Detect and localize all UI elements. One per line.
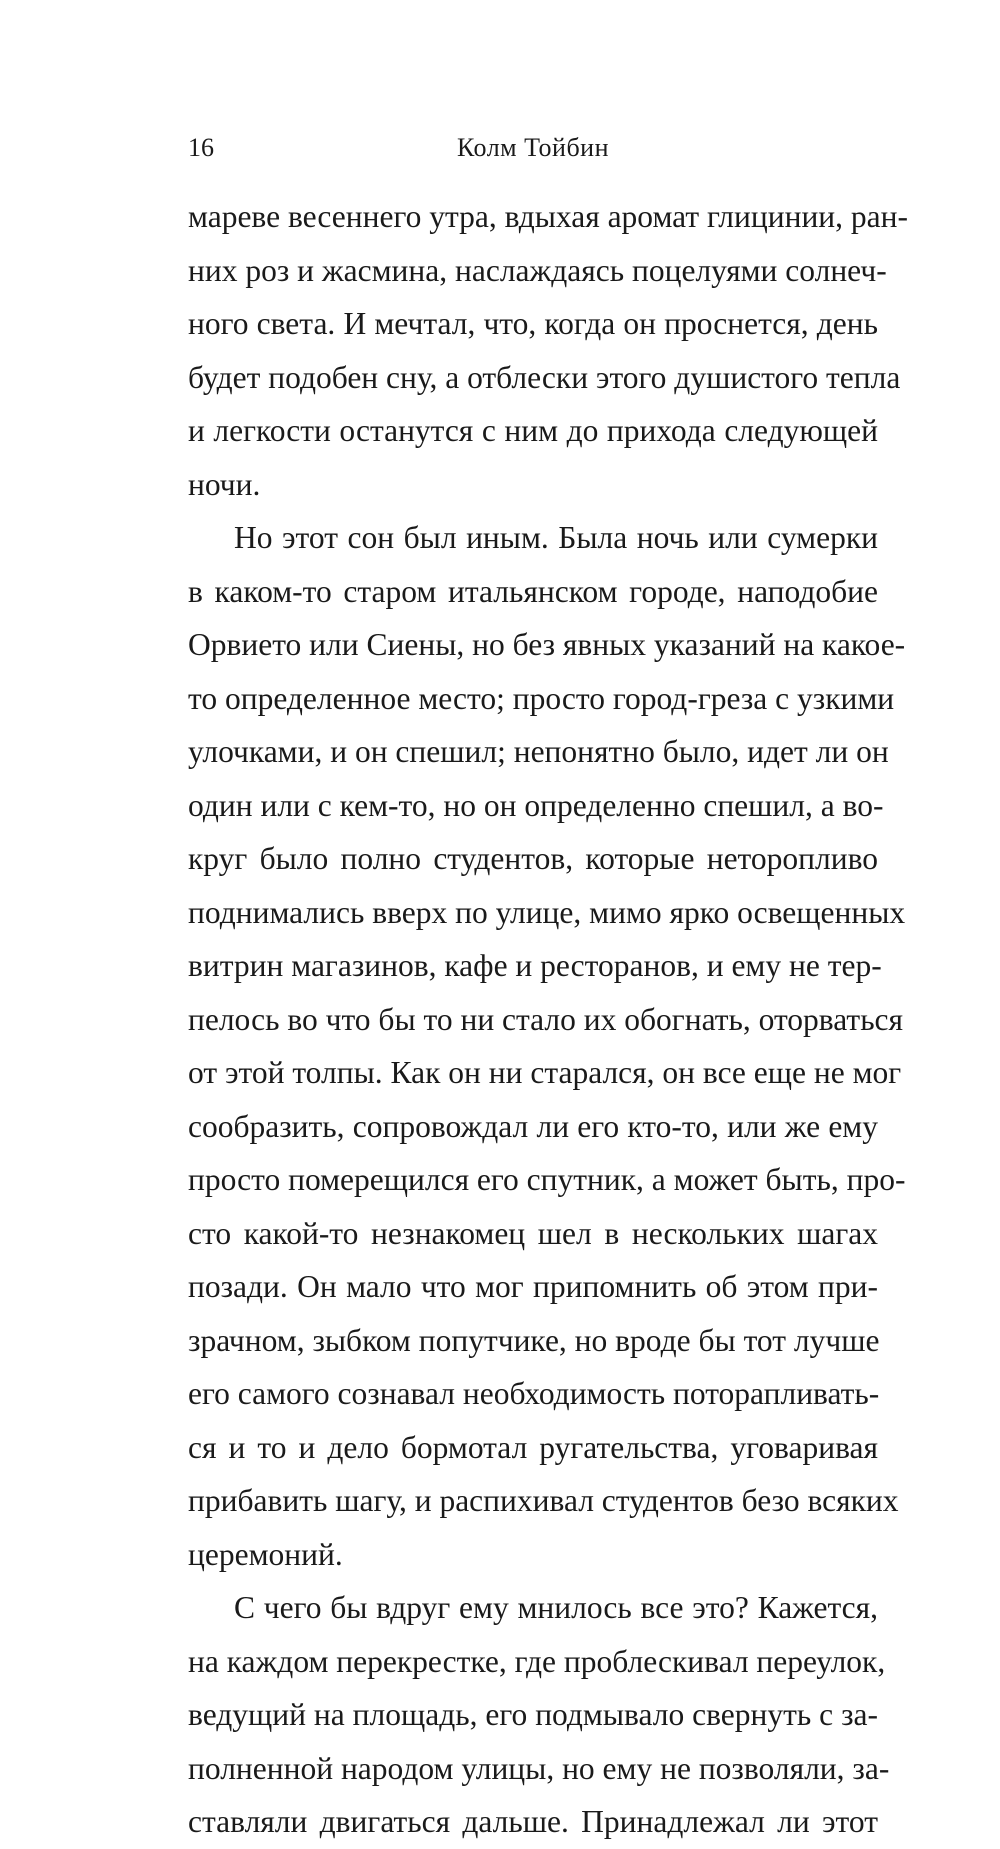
text-line: на каждом перекрестке, где проблескивал переулок, xyxy=(188,1643,886,1679)
text-line: ночи. xyxy=(188,466,261,502)
text-line: Орвието или Сиены, но без явных указаний на какое- xyxy=(188,627,906,662)
text-line: просто померещился его спутник, а может быть, про- xyxy=(188,1162,906,1197)
text-line: позади. Он мало что мог припомнить об этом при- xyxy=(188,1269,878,1304)
text-line: один или с кем-то, но он определенно спешил, а во- xyxy=(188,787,884,823)
text-line: мареве весеннего утра, вдыхая аромат глицинии, ран- xyxy=(188,199,908,234)
text-line: витрин магазинов, кафе и ресторанов, и ему не тер- xyxy=(188,948,882,983)
text-line: его самого сознавал необходимость поторапливать- xyxy=(188,1376,880,1411)
text-line: них роз и жасмина, наслаждаясь поцелуями солнеч- xyxy=(188,252,887,288)
text-line: улочками, и он спешил; непонятно было, идет ли он xyxy=(188,734,889,769)
running-head xyxy=(188,128,878,168)
body-text xyxy=(188,190,908,1849)
text-line: ся и то и дело бормотал ругательства, уговаривая xyxy=(188,1429,878,1465)
text-line: зрачном, зыбком попутчике, но вроде бы тот лучше xyxy=(188,1322,880,1358)
text-line: то определенное место; просто город-греза с узкими xyxy=(188,680,895,716)
text-line: в каком-то старом итальянском городе, наподобие xyxy=(188,573,878,609)
text-line: будет подобен сну, а отблески этого душистого тепла xyxy=(188,359,901,395)
text-line: ного света. И мечтал, что, когда он проснется, день xyxy=(188,306,878,341)
text-line: сообразить, сопровождал ли его кто-то, или же ему xyxy=(188,1108,878,1144)
text-line: ставляли двигаться дальше. Принадлежал ли этот xyxy=(188,1804,878,1839)
running-title: Колм Тойбин xyxy=(456,133,610,162)
text-line: сто какой-то незнакомец шел в нескольких шагах xyxy=(188,1215,878,1251)
text-line: пелось во что бы то ни стало их обогнать, оторваться xyxy=(188,1001,904,1037)
text-line: Но этот сон был иным. Была ночь или сумерки xyxy=(234,520,878,555)
text-line: поднимались вверх по улице, мимо ярко освещенных xyxy=(188,894,906,930)
text-line: ведущий на площадь, его подмывало свернуть с за- xyxy=(188,1697,878,1732)
text-line: церемоний. xyxy=(188,1536,343,1572)
text-line: и легкости останутся с ним до прихода следующей xyxy=(188,413,878,448)
text-line: полненной народом улицы, но ему не позволяли, за- xyxy=(188,1750,890,1786)
text-line: прибавить шагу, и распихивал студентов безо всяких xyxy=(188,1483,899,1518)
text-line: от этой толпы. Как он ни старался, он все еще не мог xyxy=(188,1055,902,1090)
page-number: 16 xyxy=(188,133,214,162)
text-line: круг было полно студентов, которые неторопливо xyxy=(188,841,878,876)
text-line: С чего бы вдруг ему мнилось все это? Кажется, xyxy=(234,1590,878,1625)
